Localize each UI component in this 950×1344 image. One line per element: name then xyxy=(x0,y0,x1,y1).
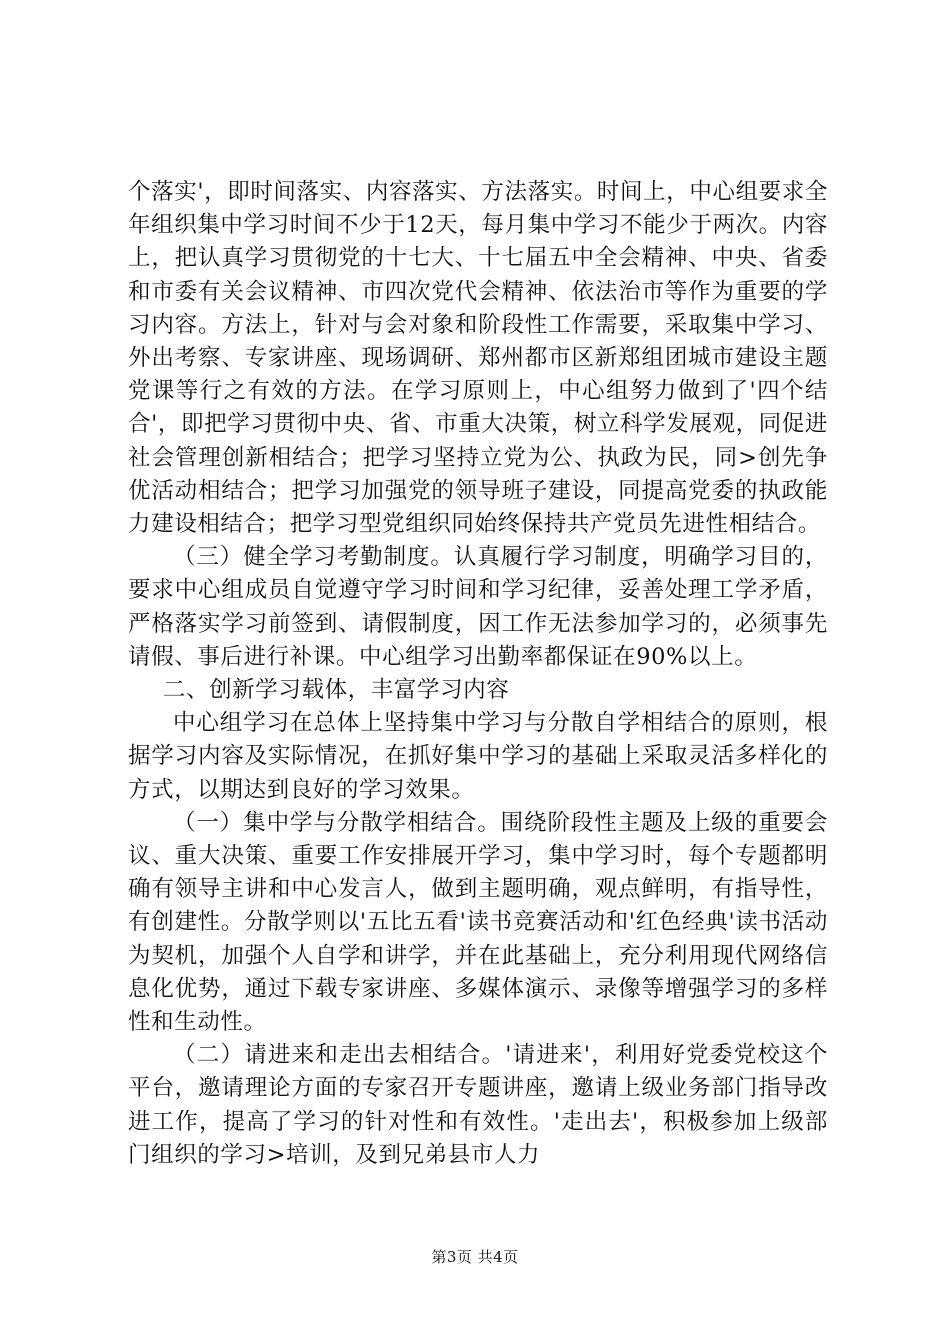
paragraph-invite-and-go-out: （二）请进来和走出去相结合。'请进来'，利用好党委党校这个平台，邀请理论方面的专家召开专题讲座，邀请上级业务部门指导改进工作，提高了学习的针对性和有效性。'走出去'，积极参加上级部门组织的学习>培训，及到兄弟县市人力 xyxy=(128,1042,828,1168)
paragraph-attendance: （三）健全学习考勤制度。认真履行学习制度，明确学习目的，要求中心组成员自觉遵守学习时间和学习纪律，妥善处理工学矛盾，严格落实学习前签到、请假制度，因工作无法参加学习的，必须事先请假、事后进行补课。中心组学习出勤率都保证在90%以上。 xyxy=(128,544,828,670)
page-number-label: 第3页 共4页 xyxy=(431,1248,519,1266)
paragraph-section-intro: 中心组学习在总体上坚持集中学习与分散自学相结合的原则，根据学习内容及实际情况，在抓好集中学习的基础上采取灵活多样化的方式，以期达到良好的学习效果。 xyxy=(128,710,828,803)
section-heading-2: 二、创新学习载体，丰富学习内容 xyxy=(162,677,510,704)
page-footer xyxy=(0,1246,950,1267)
paragraph-implementation: 个落实'，即时间落实、内容落实、方法落实。时间上，中心组要求全年组织集中学习时间不少于12天，每月集中学习不能少于两次。内容上，把认真学习贯彻党的十七大、十七届五中全会精神、中央、省委和市委有关会议精神、市四次党代会精神、依法治市等作为重要的学习内容。方法上，针对与会对象和阶段性工作需要，采取集中学习、外出考察、专家讲座、现场调研、郑州都市区新郑组团城市建设主题党课等行之有效的方法。在学习原则上，中心组努力做到了'四个结合'，即把学习贯彻中央、省、市重大决策，树立科学发展观，同促进社会管理创新相结合；把学习坚持立党为公、执政为民，同>创先争优活动相结合；把学习加强党的领导班子建设，同提高党委的执政能力建设相结合；把学习型党组织同始终保持共产党员先进性相结合。 xyxy=(128,179,828,538)
document-body xyxy=(128,176,828,1172)
paragraph-centralized-study: （一）集中学与分散学相结合。围绕阶段性主题及上级的重要会议、重大决策、重要工作安排展开学习，集中学习时，每个专题都明确有领导主讲和中心发言人，做到主题明确，观点鲜明，有指导性，有创建性。分散学则以'五比五看'读书竞赛活动和'红色经典'读书活动为契机，加强个人自学和讲学，并在此基础上，充分利用现代网络信息化优势，通过下载专家讲座、多媒体演示、录像等增强学习的多样性和生动性。 xyxy=(128,809,828,1036)
